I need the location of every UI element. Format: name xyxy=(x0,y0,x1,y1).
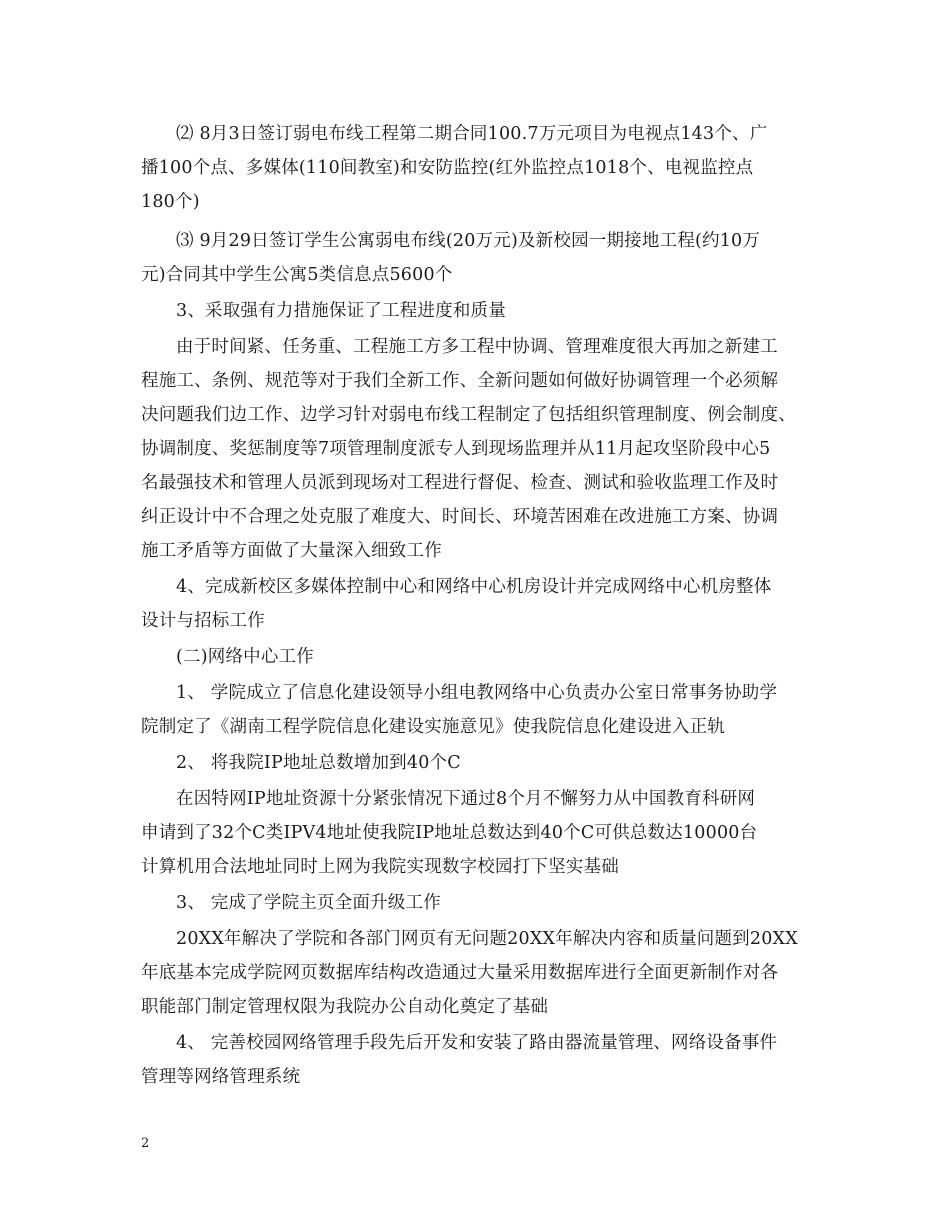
text-line: 施工矛盾等方面做了大量深入细致工作 xyxy=(141,541,442,561)
text-line: 1、 学院成立了信息化建设领导小组电教网络中心负责办公室日常事务协助学 xyxy=(176,683,778,703)
text-line: 由于时间紧、任务重、工程施工方多工程中协调、管理难度很大再加之新建工 xyxy=(176,337,778,357)
section-heading: (二)网络中心工作 xyxy=(176,647,314,667)
text-line: 元)合同其中学生公寓5类信息点5600个 xyxy=(141,265,453,285)
text-line: 在因特网IP地址资源十分紧张情况下通过8个月不懈努力从中国教育科研网 xyxy=(176,789,756,809)
text-line: 决问题我们边工作、边学习针对弱电布线工程制定了包括组织管理制度、例会制度、 xyxy=(141,405,796,425)
text-line: 协调制度、奖惩制度等7项管理制度派专人到现场监理并从11月起攻坚阶段中心5 xyxy=(141,439,771,459)
section-heading: 3、采取强有力措施保证了工程进度和质量 xyxy=(176,301,506,321)
text-line: 程施工、条例、规范等对于我们全新工作、全新问题如何做好协调管理一个必须解 xyxy=(141,371,779,391)
text-line: 院制定了《湖南工程学院信息化建设实施意见》使我院信息化建设进入正轨 xyxy=(141,717,726,737)
text-line: 纠正设计中不合理之处克服了难度大、时间长、环境苦困难在改进施工方案、协调 xyxy=(141,507,779,527)
text-line: 20XX年解决了学院和各部门网页有无问题20XX年解决内容和质量问题到20XX xyxy=(176,929,798,949)
text-line: 申请到了32个C类IPV4地址使我院IP地址总数达到40个C可供总数达10000台 xyxy=(141,823,758,843)
section-heading: 2、 将我院IP地址总数增加到40个C xyxy=(176,753,461,773)
text-line: 管理等网络管理系统 xyxy=(141,1067,301,1087)
text-line: 职能部门制定管理权限为我院办公自动化奠定了基础 xyxy=(141,997,549,1017)
text-line: 计算机用合法地址同时上网为我院实现数字校园打下坚实基础 xyxy=(141,857,619,877)
text-line: ⑶ 9月29日签订学生公寓弱电布线(20万元)及新校园一期接地工程(约10万 xyxy=(176,231,761,251)
section-heading: 4、完成新校区多媒体控制中心和网络中心机房设计并完成网络中心机房整体 xyxy=(176,577,772,597)
text-line: 播100个点、多媒体(110间教室)和安防监控(红外监控点1018个、电视监控点 xyxy=(141,158,754,178)
text-line: 180个) xyxy=(141,192,200,212)
text-line: 设计与招标工作 xyxy=(141,611,265,631)
text-line: 4、 完善校园网络管理手段先后开发和安装了路由器流量管理、网络设备事件 xyxy=(176,1033,778,1053)
text-line: 名最强技术和管理人员派到现场对工程进行督促、检查、测试和验收监理工作及时 xyxy=(141,473,779,493)
text-line: 年底基本完成学院网页数据库结构改造通过大量采用数据库进行全面更新制作对各 xyxy=(141,963,779,983)
text-line: ⑵ 8月3日签订弱电布线工程第二期合同100.7万元项目为电视点143个、广 xyxy=(176,124,768,144)
section-heading: 3、 完成了学院主页全面升级工作 xyxy=(176,893,441,913)
page-number: 2 xyxy=(141,1136,150,1151)
